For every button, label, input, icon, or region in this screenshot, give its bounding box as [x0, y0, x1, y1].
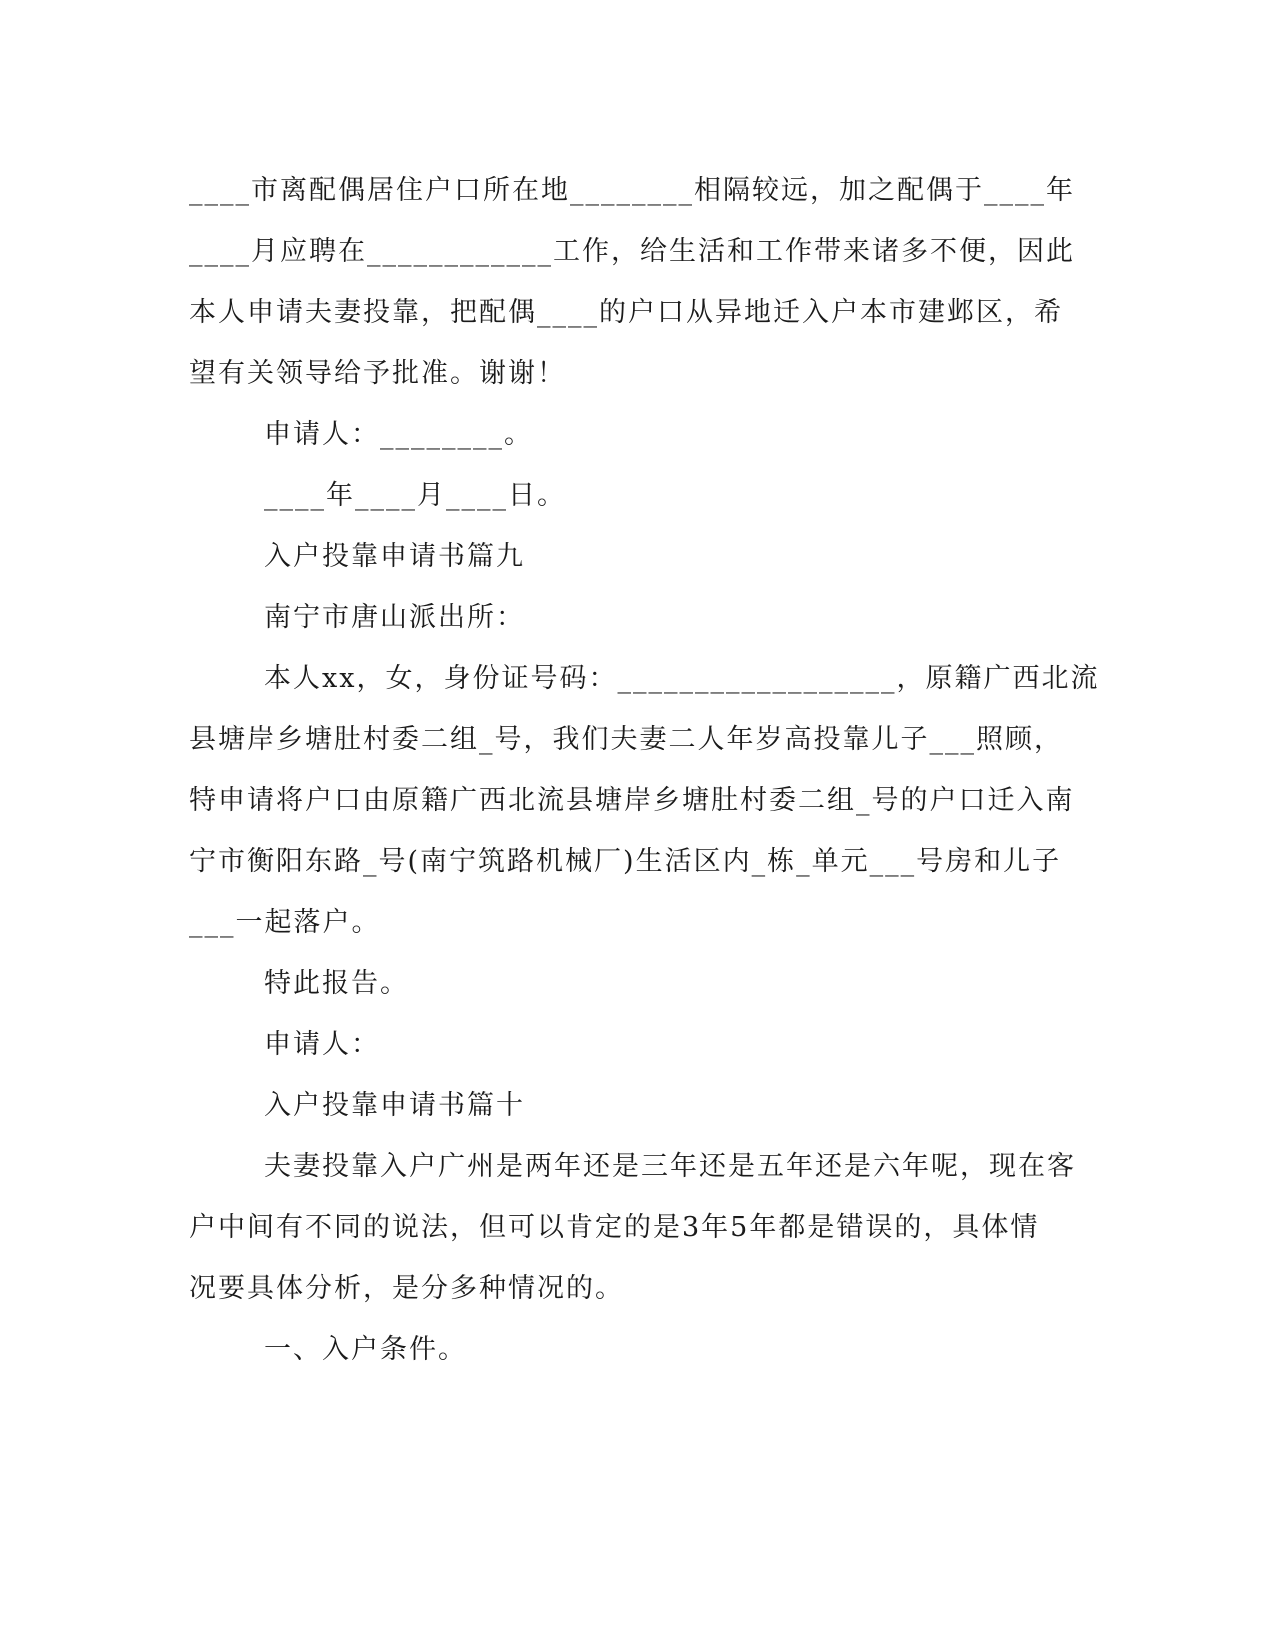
paragraph-line: 县塘岸乡塘肚村委二组_号，我们夫妻二人年岁高投靠儿子___照顾，	[189, 724, 1063, 755]
paragraph-line: 况要具体分析，是分多种情况的。	[189, 1273, 624, 1304]
paragraph-line: ___一起落户。	[189, 907, 381, 938]
paragraph-line: 宁市衡阳东路_号(南宁筑路机械厂)生活区内_栋_单元___号房和儿子	[189, 846, 1062, 877]
paragraph-line: 本人申请夫妻投靠，把配偶____的户口从异地迁入户本市建邺区，希	[189, 297, 1063, 328]
applicant-line: 申请人：________。	[264, 419, 533, 450]
paragraph-line: ____市离配偶居住户口所在地________相隔较远，加之配偶于____年	[189, 175, 1075, 206]
date-line: ____年____月____日。	[264, 480, 566, 511]
paragraph-line: 户中间有不同的说法，但可以肯定的是3年5年都是错误的，具体情	[189, 1212, 1040, 1243]
addressee-line: 南宁市唐山派出所：	[264, 602, 525, 633]
document-body	[189, 160, 1100, 1380]
paragraph-line: 夫妻投靠入户广州是两年还是三年还是五年还是六年呢，现在客	[264, 1151, 1076, 1182]
section-heading: 入户投靠申请书篇九	[264, 541, 525, 572]
section-heading: 入户投靠申请书篇十	[264, 1090, 525, 1121]
closing-line: 特此报告。	[264, 968, 409, 999]
paragraph-line: 特申请将户口由原籍广西北流县塘岸乡塘肚村委二组_号的户口迁入南	[189, 785, 1075, 816]
paragraph-line: 本人xx，女，身份证号码：__________________，原籍广西北流	[264, 663, 1100, 694]
applicant-line: 申请人：	[264, 1029, 380, 1060]
subsection-heading: 一、入户条件。	[264, 1334, 467, 1365]
paragraph-line: ____月应聘在____________工作，给生活和工作带来诸多不便，因此	[189, 236, 1075, 267]
paragraph-line: 望有关领导给予批准。谢谢！	[189, 358, 566, 389]
